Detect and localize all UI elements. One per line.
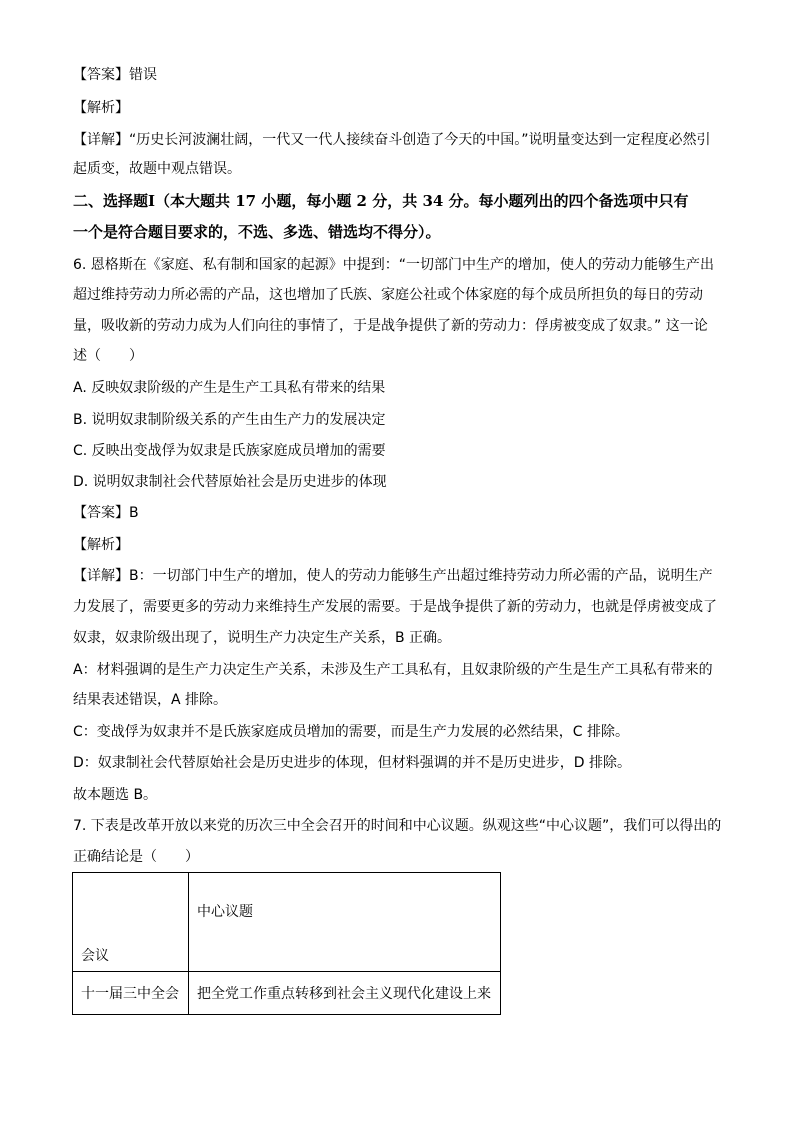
explanation-line-q5-1: 【详解】“历史长河波澜壮阔，一代又一代人接续奋斗创造了今天的中国。”说明量变达到一定程度必然引 — [73, 132, 711, 148]
table-header-cell: 会议 — [73, 873, 189, 972]
question-7-line-2: 正确结论是（ ） — [73, 849, 199, 865]
plenum-table — [72, 872, 501, 1015]
table-cell: 十一届三中全会 — [73, 972, 189, 1015]
explanation-line-q6-6: C：变战俘为奴隶并不是氏族家庭成员增加的需要，而是生产力发展的必然结果，C 排除。 — [73, 724, 629, 740]
question-6-line-1: 6. 恩格斯在《家庭、私有制和国家的起源》中提到：“一切部门中生产的增加，使人的劳动力能够生产出 — [73, 257, 715, 273]
explanation-line-q6-4: A：材料强调的是生产力决定生产关系，未涉及生产工具私有，且奴隶阶级的产生是生产工具私有带来的 — [73, 662, 713, 678]
explanation-line-q6-5: 结果表述错误，A 排除。 — [73, 692, 228, 708]
analysis-label-q6: 【解析】 — [73, 537, 129, 553]
question-6-line-2: 超过维持劳动力所必需的产品，这也增加了氏族、家庭公社或个体家庭的每个成员所担负的每日的劳动 — [73, 287, 703, 303]
section-heading-2: 一个是符合题目要求的，不选、多选、错选均不得分）。 — [73, 223, 441, 241]
table-header-row — [73, 873, 501, 972]
explanation-line-q6-7: D：奴隶制社会代替原始社会是历史进步的体现，但材料强调的并不是历史进步，D 排除。 — [73, 755, 632, 771]
conclusion-line-q6: 故本题选 B。 — [73, 787, 158, 803]
explanation-line-q5-2: 起质变，故题中观点错误。 — [73, 161, 241, 177]
explanation-line-q6-3: 奴隶，奴隶阶级出现了，说明生产力决定生产关系，B 正确。 — [73, 630, 452, 646]
question-6-line-3: 量，吸收新的劳动力成为人们向往的事情了，于是战争提供了新的劳动力：俘虏被变成了奴隶。” 这一论 — [73, 318, 708, 334]
question-6-line-4: 述（ ） — [73, 348, 143, 364]
explanation-line-q6-1: 【详解】B：一切部门中生产的增加，使人的劳动力能够生产出超过维持劳动力所必需的产品，说明生产 — [73, 568, 713, 584]
section-heading-1: 二、选择题Ⅰ（本大题共 17 小题，每小题 2 分，共 34 分。每小题列出的四个备选项中只有 — [73, 192, 689, 210]
explanation-line-q6-2: 力发展了，需要更多的劳动力来维持生产发展的需要。于是战争提供了新的劳动力，也就是俘虏被变成了 — [73, 599, 717, 615]
option-a: A. 反映奴隶阶级的产生是生产工具私有带来的结果 — [73, 380, 386, 396]
option-d: D. 说明奴隶制社会代替原始社会是历史进步的体现 — [73, 474, 387, 490]
answer-line-q5: 【答案】错误 — [73, 67, 157, 83]
option-c: C. 反映出变战俘为奴隶是氏族家庭成员增加的需要 — [73, 443, 386, 459]
answer-line-q6: 【答案】B — [73, 505, 139, 521]
analysis-label-q5: 【解析】 — [73, 100, 129, 116]
table-row — [73, 972, 501, 1015]
question-7-line-1: 7. 下表是改革开放以来党的历次三中全会召开的时间和中心议题。纵观这些“中心议题”，我们可以得出的 — [73, 818, 722, 834]
table-header-cell: 中心议题 — [189, 873, 501, 972]
option-b: B. 说明奴隶制阶级关系的产生由生产力的发展决定 — [73, 412, 386, 428]
table-cell: 把全党工作重点转移到社会主义现代化建设上来 — [189, 972, 501, 1015]
